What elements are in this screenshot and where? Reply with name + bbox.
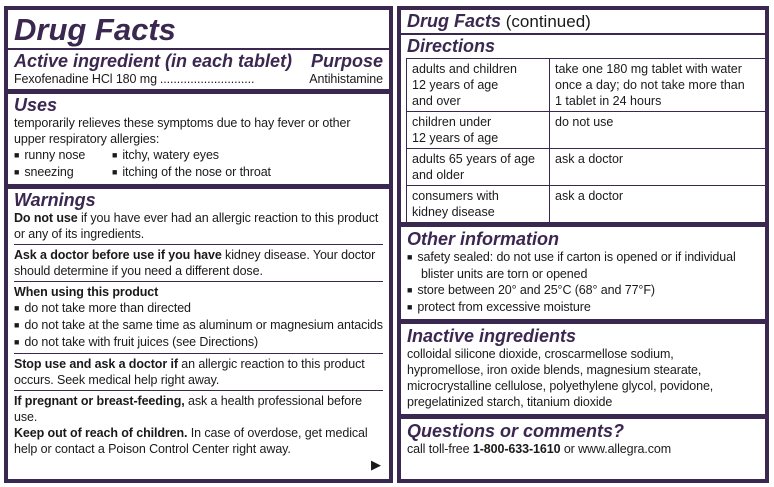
directions-who: 12 years of age (412, 78, 499, 92)
when-using-item: ■ do not take more than directed (14, 300, 383, 317)
keep-out-text-2: help or contact a Poison Control Center right away. (14, 442, 291, 456)
directions-heading: Directions (407, 36, 496, 56)
inactive-line: hypromellose, iron oxide blends, magnesium stearate, (407, 363, 702, 377)
questions-prefix: call toll-free (407, 442, 473, 456)
active-ingredient-heading: Active ingredient (in each tablet) (14, 51, 293, 71)
directions-table (406, 58, 765, 222)
other-info-item: ■ protect from excessive moisture (407, 299, 759, 316)
use-item: ■ runny nose (14, 147, 112, 164)
uses-intro-line-2: upper respiratory allergies: (14, 132, 160, 146)
ask-doctor-text-2: should determine if you need a different dose. (14, 264, 263, 278)
directions-who: kidney disease (412, 205, 495, 219)
drug-facts-right-panel (397, 6, 769, 483)
ask-doctor-text: kidney disease. Your doctor (221, 248, 376, 262)
when-using-item: ■ do not take with fruit juices (see Directions) (14, 334, 383, 351)
table-row (407, 112, 766, 149)
table-row (407, 59, 766, 112)
continued-title: Drug Facts (407, 11, 502, 31)
other-information-heading: Other information (407, 229, 559, 249)
inactive-line: microcrystalline cellulose, polyethylene glycol, povidone, (407, 379, 714, 393)
when-using-item: ■ do not take at the same time as aluminum or magnesium antacids (14, 317, 383, 334)
directions-who: adults and children (412, 62, 517, 76)
directions-what: 1 tablet in 24 hours (555, 94, 662, 108)
directions-what: do not use (555, 115, 614, 129)
use-item: ■ itching of the nose or throat (112, 164, 271, 181)
table-row (407, 186, 766, 223)
active-ingredient-name: Fexofenadine HCl 180 mg (14, 72, 157, 86)
drug-facts-left-panel (4, 6, 393, 483)
directions-who: adults 65 years of age (412, 152, 535, 166)
other-info-item: ■ store between 20° and 25°C (68° and 77°F) (407, 282, 759, 299)
directions-what: ask a doctor (555, 189, 624, 203)
inactive-line: colloidal silicone dioxide, croscarmellose sodium, (407, 347, 674, 361)
keep-out-text: In case of overdose, get medical (187, 426, 368, 440)
inactive-ingredients-heading: Inactive ingredients (407, 326, 577, 346)
pregnant-text: ask a health professional before use. (14, 394, 363, 424)
leader-dots: ............................ (159, 72, 255, 86)
website-text: or www.allegra.com (560, 442, 672, 456)
do-not-use-text-2: or any of its ingredients. (14, 227, 145, 241)
uses-heading: Uses (14, 95, 58, 115)
do-not-use-label: Do not use (14, 211, 78, 225)
purpose-heading: Purpose (310, 51, 383, 71)
stop-use-label: Stop use and ask a doctor if (14, 357, 178, 371)
do-not-use-text: if you have ever had an allergic reaction to this product (77, 211, 379, 225)
directions-who: and over (412, 94, 461, 108)
directions-what: once a day; do not take more than (555, 78, 745, 92)
directions-who: consumers with (412, 189, 499, 203)
inactive-line: pregelatinized starch, titanium dioxide (407, 395, 613, 409)
directions-what: ask a doctor (555, 152, 624, 166)
uses-intro-line-1: temporarily relieves these symptoms due to hay fever or other (14, 116, 351, 130)
pregnant-label: If pregnant or breast-feeding, (14, 394, 185, 408)
when-using-heading: When using this product (14, 285, 159, 299)
directions-who: 12 years of age (412, 131, 499, 145)
stop-use-text-2: occurs. Seek medical help right away. (14, 373, 220, 387)
inactive-ingredients-section (401, 324, 765, 414)
warnings-heading: Warnings (14, 190, 96, 210)
purpose-value: Antihistamine (309, 72, 383, 86)
table-row (407, 149, 766, 186)
warnings-section (8, 189, 389, 244)
keep-out-label: Keep out of reach of children. (14, 426, 188, 440)
directions-who: and older (412, 168, 465, 182)
phone-number: 1-800-633-1610 (472, 442, 561, 456)
continue-arrow-icon: ▶ (371, 457, 381, 472)
continued-suffix: (continued) (501, 12, 591, 31)
directions-who: children under (412, 115, 492, 129)
questions-heading: Questions or comments? (407, 421, 625, 441)
uses-section (8, 94, 389, 184)
other-information-section (401, 227, 765, 319)
other-info-item: ■ safety sealed: do not use if carton is opened or if individual (407, 249, 759, 266)
use-item: ■ sneezing (14, 164, 112, 181)
stop-use-text: an allergic reaction to this product (177, 357, 365, 371)
other-info-item-cont: blister units are torn or opened (421, 267, 588, 281)
directions-what: take one 180 mg tablet with water (555, 62, 742, 76)
ask-doctor-label: Ask a doctor before use if you have (14, 248, 222, 262)
questions-section (401, 419, 765, 457)
drug-facts-title: Drug Facts (14, 12, 176, 47)
use-item: ■ itchy, watery eyes (112, 147, 219, 164)
